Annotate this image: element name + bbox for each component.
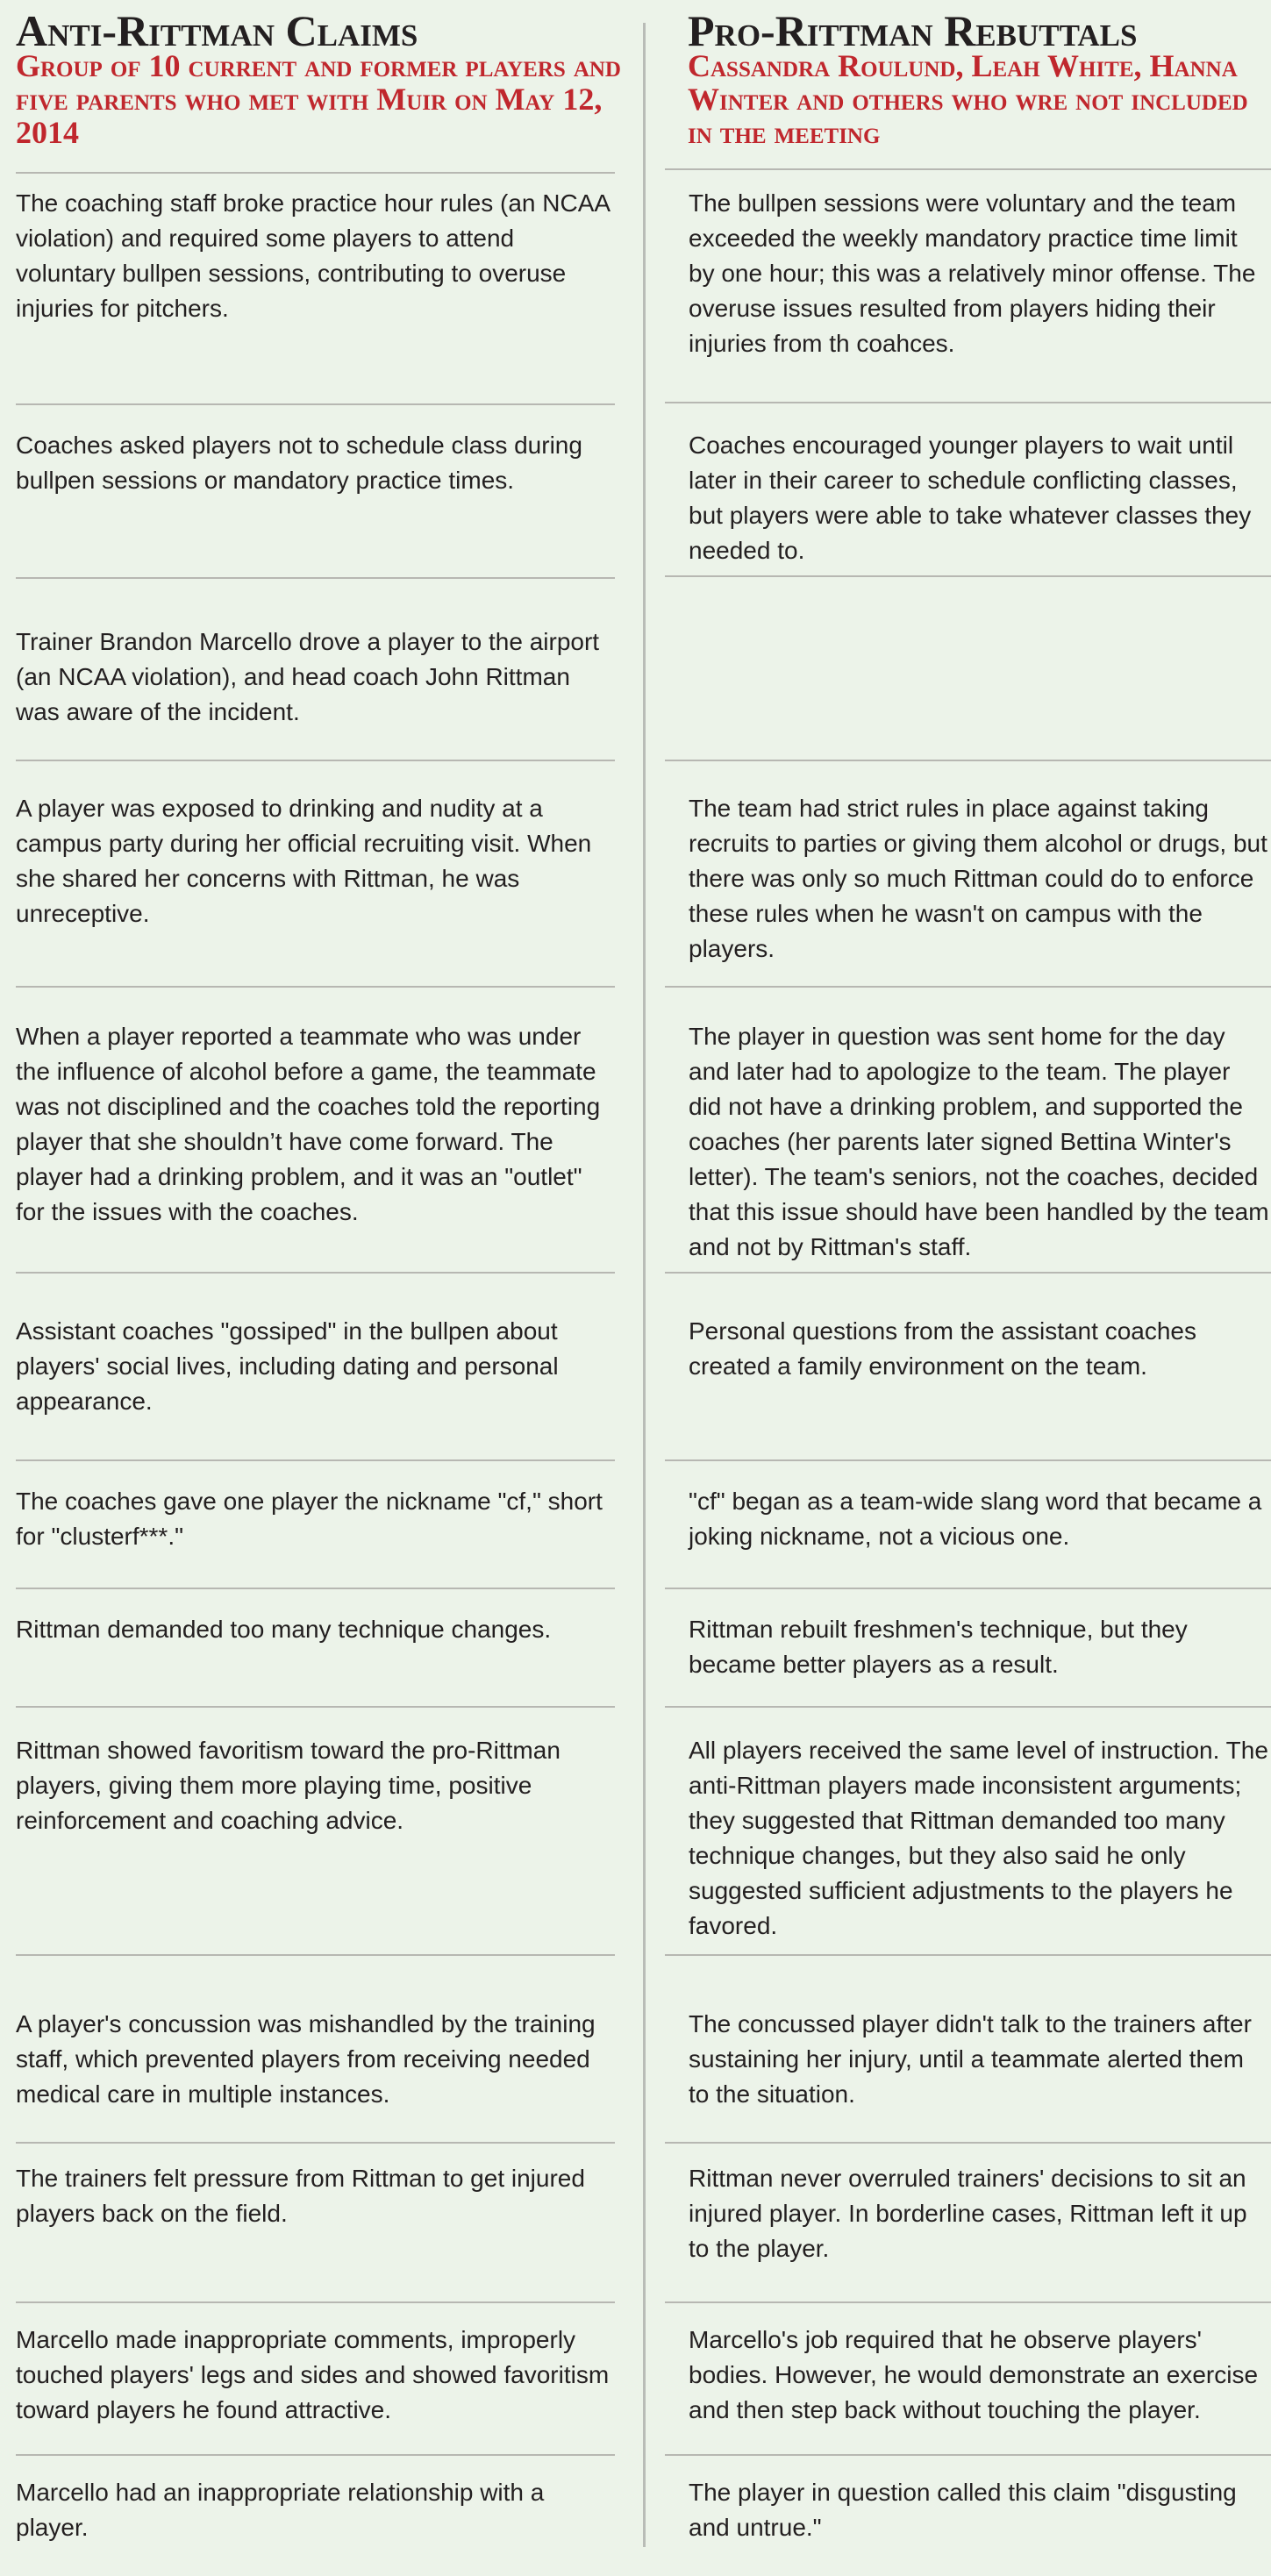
anti-claim: Marcello made inappropriate comments, improperly touched players' legs and sides and showed favoritism toward players he found attractive.	[16, 2326, 610, 2423]
pro-rebuttal: The team had strict rules in place against taking recruits to parties or giving them alcohol or drugs, but there was only so much Rittman could do to enforce these rules when he wasn't on campus with the players.	[689, 795, 1267, 962]
row-divider	[665, 1272, 1271, 1274]
anti-column-subtitle: Group of 10 current and former players and five parents who met with Muir on May 12, 2014	[16, 48, 621, 150]
row-divider	[665, 1706, 1271, 1708]
pro-rebuttal: All players received the same level of instruction. The anti-Rittman players made inconsistent arguments; they suggested that Rittman demanded too many technique changes, but they also said he only suggested sufficient adjustments to the players he favored.	[689, 1737, 1268, 1939]
column-divider	[643, 23, 646, 2547]
pro-rebuttal: "cf" began as a team-wide slang word that became a joking nickname, not a vicious one.	[689, 1488, 1262, 1550]
row-divider	[665, 986, 1271, 988]
anti-claim: The coaches gave one player the nickname "cf," short for "clusterf***."	[16, 1488, 603, 1550]
pro-rebuttal: The player in question called this claim "disgusting and untrue."	[689, 2479, 1237, 2541]
anti-claim: Rittman demanded too many technique changes.	[16, 1616, 552, 1643]
anti-column-title: Anti-Rittman Claims	[16, 6, 418, 55]
anti-claim: The coaching staff broke practice hour rules (an NCAA violation) and required some players to attend voluntary bullpen sessions, contributing to overuse injuries for pitchers.	[16, 189, 610, 322]
pro-rebuttal: The player in question was sent home for the day and later had to apologize to the team. The player did not have a drinking problem, and supported the coaches (her parents later signed Bettina Winter's letter). The team's seniors, not the coaches, decided that this issue should have been handled by the team and not by Rittman's staff.	[689, 1023, 1269, 1260]
pro-rebuttal: Rittman never overruled trainers' decisions to sit an injured player. In borderline cases, Rittman left it up to the player.	[689, 2165, 1247, 2262]
row-divider	[665, 760, 1271, 761]
row-divider	[665, 168, 1271, 170]
row-divider	[16, 986, 615, 988]
row-divider	[665, 1954, 1271, 1956]
anti-claim: Marcello had an inappropriate relationship with a player.	[16, 2479, 545, 2541]
row-divider	[16, 2301, 615, 2303]
pro-rebuttal: The bullpen sessions were voluntary and the team exceeded the weekly mandatory practice time limit by one hour; this was a relatively minor offense. The overuse issues resulted from players hiding their injuries from th coahces.	[689, 189, 1256, 357]
row-divider	[16, 1459, 615, 1461]
row-divider	[16, 403, 615, 405]
row-divider	[665, 1588, 1271, 1589]
pro-rebuttal: The concussed player didn't talk to the trainers after sustaining her injury, until a teammate alerted them to the situation.	[689, 2010, 1252, 2108]
pro-rebuttal: Rittman rebuilt freshmen's technique, but they became better players as a result.	[689, 1616, 1188, 1678]
row-divider	[16, 577, 615, 579]
anti-claim: When a player reported a teammate who was under the influence of alcohol before a game, the teammate was not disciplined and the coaches told the reporting player that she shouldn’t have come forward. The player had a drinking problem, and it was an "outlet" for the issues with the coaches.	[16, 1023, 601, 1225]
pro-rebuttal: Marcello's job required that he observe players' bodies. However, he would demonstrate an exercise and then step back without touching the player.	[689, 2326, 1259, 2423]
row-divider	[665, 2142, 1271, 2144]
anti-claim: A player's concussion was mishandled by the training staff, which prevented players from receiving needed medical care in multiple instances.	[16, 2010, 596, 2108]
row-divider	[16, 760, 615, 761]
anti-claim: The trainers felt pressure from Rittman to get injured players back on the field.	[16, 2165, 585, 2227]
pro-rebuttal: Personal questions from the assistant coaches created a family environment on the team.	[689, 1317, 1196, 1380]
anti-claim: A player was exposed to drinking and nudity at a campus party during her official recruiting visit. When she shared her concerns with Rittman, he was unreceptive.	[16, 795, 592, 927]
row-divider	[16, 1272, 615, 1274]
row-divider	[16, 2454, 615, 2456]
anti-claim: Rittman showed favoritism toward the pro-Rittman players, giving them more playing time, positive reinforcement and coaching advice.	[16, 1737, 561, 1834]
anti-claim: Trainer Brandon Marcello drove a player to the airport (an NCAA violation), and head coach John Rittman was aware of the incident.	[16, 628, 600, 725]
row-divider	[16, 2142, 615, 2144]
anti-claim: Coaches asked players not to schedule class during bullpen sessions or mandatory practice times.	[16, 432, 582, 494]
row-divider	[665, 2301, 1271, 2303]
pro-rebuttal: Coaches encouraged younger players to wait until later in their career to schedule conflicting classes, but players were able to take whatever classes they needed to.	[689, 432, 1252, 564]
row-divider	[16, 1706, 615, 1708]
row-divider	[16, 1954, 615, 1956]
anti-claim: Assistant coaches "gossiped" in the bullpen about players' social lives, including dating and personal appearance.	[16, 1317, 559, 1415]
row-divider	[665, 402, 1271, 403]
row-divider	[16, 172, 615, 174]
row-divider	[665, 1459, 1271, 1461]
row-divider	[16, 1588, 615, 1589]
pro-column-title: Pro-Rittman Rebuttals	[688, 6, 1138, 55]
pro-column-subtitle: Cassandra Roulund, Leah White, Hanna Winter and others who wre not included in the meeting	[688, 48, 1248, 150]
row-divider	[665, 2454, 1271, 2456]
row-divider	[665, 575, 1271, 577]
